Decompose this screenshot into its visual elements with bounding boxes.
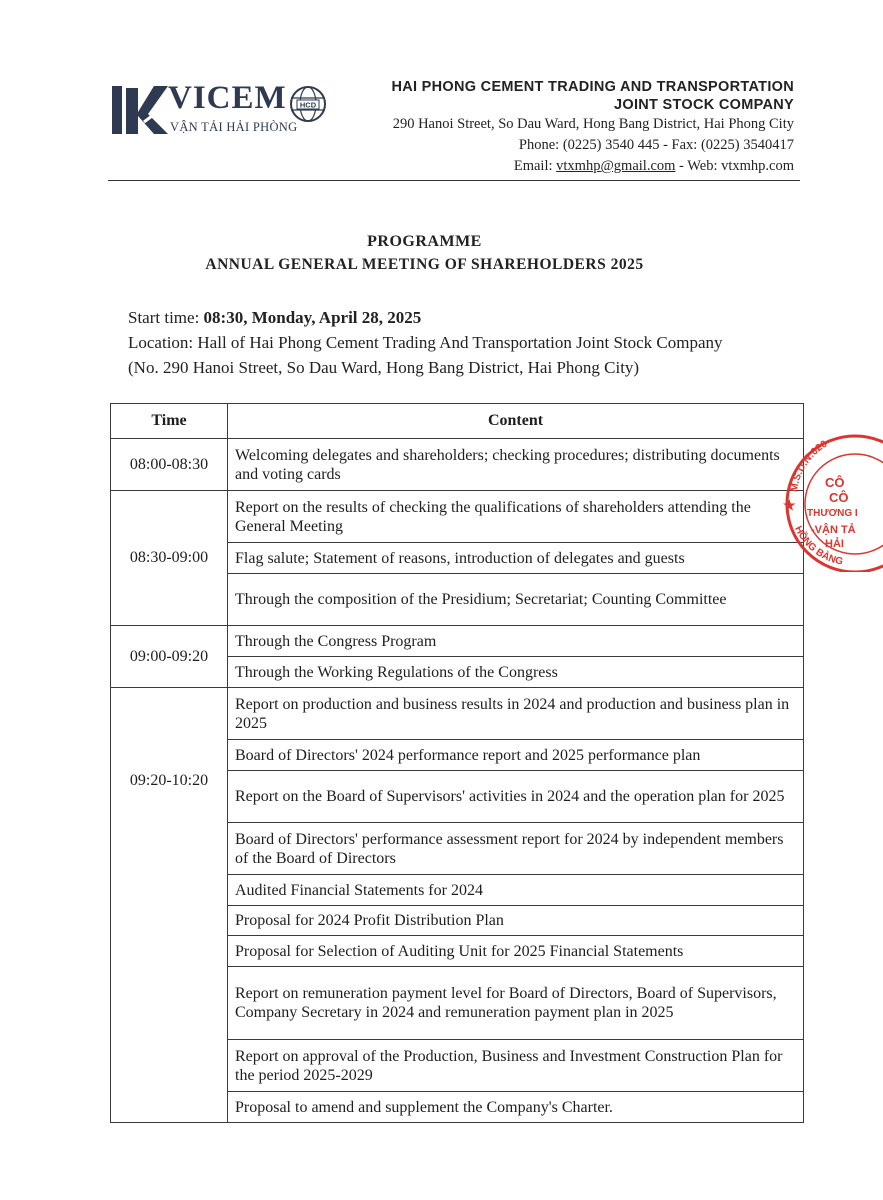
company-logo	[110, 82, 330, 142]
content-cell: Proposal for Selection of Auditing Unit for 2025 Financial Statements	[228, 936, 804, 967]
logo-brand-text: VICEM	[168, 80, 287, 116]
table-header-row	[111, 404, 804, 439]
programme-table	[110, 403, 804, 1123]
content-cell: Proposal for 2024 Profit Distribution Plan	[228, 906, 804, 936]
location-address: (No. 290 Hanoi Street, So Dau Ward, Hong Bang District, Hai Phong City)	[128, 358, 640, 377]
header-content: Content	[228, 404, 804, 439]
seal-text-1: CÔ	[825, 475, 845, 490]
seal-text-4: -VẬN TẢ	[811, 524, 856, 536]
content-cell: Audited Financial Statements for 2024	[228, 875, 804, 906]
start-time-label: Start time:	[128, 308, 200, 327]
content-cell: Board of Directors' performance assessment report for 2024 by independent members of the Board of Directors	[228, 823, 804, 875]
seal-bottom-text: HỒNG BÀNG	[792, 524, 844, 568]
table-row	[111, 626, 804, 657]
company-phone: Phone: (0225) 3540 445 - Fax: (0225) 3540417	[518, 137, 794, 153]
start-time	[128, 305, 723, 330]
company-name-line1: HAI PHONG CEMENT TRADING AND TRANSPORTATION	[391, 79, 794, 95]
web-text: - Web: vtxmhp.com	[679, 158, 794, 174]
seal-star-icon: ★	[783, 497, 796, 513]
content-cell: Report on the results of checking the qualifications of shareholders attending the General Meeting	[228, 491, 804, 543]
time-cell: 09:20-10:20	[111, 688, 228, 1123]
seal-text-3: THƯƠNG I	[807, 508, 858, 519]
email-label: Email:	[513, 158, 553, 174]
content-cell: Through the Congress Program	[228, 626, 804, 657]
company-address: 290 Hanoi Street, So Dau Ward, Hong Bang District, Hai Phong City	[392, 116, 794, 132]
meeting-info	[128, 305, 723, 380]
company-header	[391, 78, 794, 177]
time-cell: 08:30-09:00	[111, 491, 228, 626]
content-cell: Report on remuneration payment level for Board of Directors, Board of Supervisors, Company Secretary in 2024 and remuneration payment plan in 2025	[228, 967, 804, 1040]
header-time: Time	[111, 404, 228, 439]
page-subtitle: ANNUAL GENERAL MEETING OF SHAREHOLDERS 2025	[205, 256, 644, 273]
table-row	[111, 439, 804, 491]
start-time-value: 08:30, Monday, April 28, 2025	[203, 308, 422, 327]
company-name-line2: JOINT STOCK COMPANY	[614, 97, 794, 113]
company-contact	[391, 156, 794, 177]
time-cell: 09:00-09:20	[111, 626, 228, 688]
table-row	[111, 688, 804, 740]
time-cell: 08:00-08:30	[111, 439, 228, 491]
globe-emblem-icon	[288, 84, 328, 124]
content-cell: Through the composition of the Presidium; Secretariat; Counting Committee	[228, 574, 804, 626]
content-cell: Proposal to amend and supplement the Company's Charter.	[228, 1092, 804, 1123]
table-row	[111, 491, 804, 543]
content-cell: Report on production and business results in 2024 and production and business plan in 2025	[228, 688, 804, 740]
content-cell: Board of Directors' 2024 performance report and 2025 performance plan	[228, 740, 804, 771]
seal-text-2: CÔ	[829, 490, 849, 505]
content-cell: Through the Working Regulations of the Congress	[228, 657, 804, 688]
seal-text-5: HẢI	[825, 538, 844, 550]
company-seal	[773, 432, 883, 572]
vicem-logo-mark-icon	[110, 82, 172, 140]
globe-emblem-text: HCD	[299, 100, 317, 110]
location: Location: Hall of Hai Phong Cement Trading And Transportation Joint Stock Company	[128, 333, 723, 352]
header-divider	[108, 180, 800, 181]
content-cell: Welcoming delegates and shareholders; checking procedures; distributing documents and voting cards	[228, 439, 804, 491]
content-cell: Flag salute; Statement of reasons, introduction of delegates and guests	[228, 543, 804, 574]
seal-ring-text: M.S.D.N:020	[788, 438, 830, 493]
page-title: PROGRAMME	[367, 233, 482, 250]
content-cell: Report on approval of the Production, Business and Investment Construction Plan for the period 2025-2029	[228, 1040, 804, 1092]
email-link[interactable]: vtxmhp@gmail.com	[556, 158, 676, 174]
seal-ring-icon	[773, 432, 883, 572]
logo-subtitle: VẬN TẢI HẢI PHÒNG	[170, 120, 298, 134]
content-cell: Report on the Board of Supervisors' activities in 2024 and the operation plan for 2025	[228, 771, 804, 823]
